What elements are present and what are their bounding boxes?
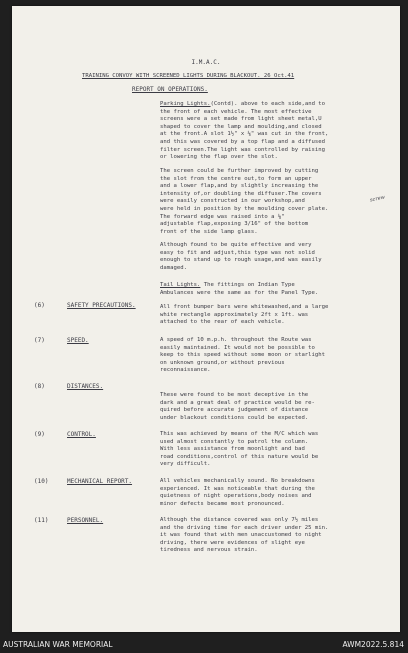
paragraph-line: easily maintained. It would not be possible to — [160, 344, 315, 351]
paragraph-line: experienced. It was noticeable that during the — [160, 485, 315, 492]
paragraph-line: The screen could be further improved by cutting — [160, 168, 319, 174]
archive-footer — [0, 637, 408, 653]
tail-lights-heading: Tail Lights. — [160, 282, 201, 288]
paragraph-line: front of the side lamp glass. — [160, 228, 258, 235]
paragraph-line: and a lower flap,and by slightly increasing the — [160, 183, 319, 190]
paragraph-line: very difficult. — [160, 461, 211, 468]
paragraph-line: road conditions,control of this nature would be — [160, 453, 319, 460]
section-number: (9) — [34, 431, 45, 438]
section-heading: DISTANCES. — [67, 383, 104, 390]
parking-lights-heading: Parking Lights. — [160, 101, 211, 107]
paragraph-line: used almost constantly to patrol the column. — [160, 438, 309, 445]
paragraph-line: adjustable flap,exposing 3/16" of the bottom — [160, 221, 309, 228]
section-number: (8) — [34, 383, 45, 390]
paragraph-line: it was found that with men unaccustomed to night — [160, 532, 322, 539]
paragraph-line: The fittings on Indian Type — [200, 282, 295, 288]
paragraph-line: under blackout conditions could be expected. — [160, 414, 309, 421]
tail-lights-paragraph — [160, 282, 318, 297]
paragraph-line: Although the distance covered was only 7½ miles — [160, 517, 319, 523]
paragraph-line: were held in position by the moulding cover plate. — [160, 205, 329, 212]
paragraph-line: This was achieved by means of the M/C which was — [160, 431, 319, 437]
section-number: (11) — [34, 517, 49, 524]
document-title: TRAINING CONVOY WITH SCREENED LIGHTS DURING BLACKOUT. 26 Oct.41 — [82, 73, 295, 79]
document-page — [12, 6, 400, 632]
paragraph-line: the front of each vehicle. The most effective — [160, 108, 312, 115]
paragraph-line: keep to this speed without some moon or starlight — [160, 352, 326, 359]
paragraph-line: at the front.A slot 1½" x ⅛" was cut in the front, — [160, 131, 329, 138]
paragraph-line: All front bumper bars were whitewashed,and a large — [160, 304, 329, 310]
section-body — [160, 478, 315, 508]
screen-paragraph — [160, 168, 328, 236]
paragraph-line: minor defects became most pronounced. — [160, 500, 285, 507]
paragraph-line: were easily constructed in our workshop,and — [160, 198, 305, 205]
section-body — [160, 517, 328, 555]
paragraph-line: Although found to be quite effective and very — [160, 242, 312, 248]
section-number: (7) — [34, 337, 45, 344]
paragraph-line: enough to stand up to rough usage,and was easily — [160, 257, 322, 264]
handwritten-insert: screw — [369, 194, 386, 204]
effectiveness-paragraph — [160, 242, 322, 272]
paragraph-line: tiredness and nervous strain. — [160, 547, 258, 554]
paragraph-line: dark and a great deal of practice would be re- — [160, 399, 315, 406]
paragraph-line: damaged. — [160, 264, 187, 271]
paragraph-line: shaped to cover the lamp and moulding,and closed — [160, 123, 322, 130]
paragraph-line: attached to the rear of each vehicle. — [160, 319, 285, 326]
section-heading: SAFETY PRECAUTIONS. — [67, 302, 136, 309]
paragraph-line: screens were a set made from light sheet metal,U — [160, 116, 322, 123]
section-heading: PERSONNEL. — [67, 517, 104, 524]
paragraph-line: reconnaissance. — [160, 367, 211, 374]
paragraph-line: All vehicles mechanically sound. No breakdowns — [160, 478, 315, 484]
paragraph-line: and the driving time for each driver under 25 min. — [160, 524, 329, 531]
section-body — [160, 337, 325, 375]
paragraph-line: The forward edge was raised into a ⅛" — [160, 213, 285, 220]
paragraph-line: and this was covered by a top flap and a diffused — [160, 138, 326, 145]
section-heading: SPEED. — [67, 337, 89, 344]
section-heading: MECHANICAL REPORT. — [67, 478, 133, 485]
paragraph-line: (Contd). above to each side,and to — [210, 101, 326, 107]
paragraph-line: on unknown ground,or without previous — [160, 359, 285, 366]
paragraph-line: intensity of,or doubling the diffuser.The covers — [160, 190, 322, 197]
section-body — [160, 304, 328, 327]
paragraph-line: quired before accurate judgement of distance — [160, 407, 309, 414]
paragraph-line: A speed of 10 m.p.h. throughout the Route was — [160, 337, 312, 343]
footer-source: AUSTRALIAN WAR MEMORIAL — [3, 640, 113, 649]
document-header: I.M.A.C. — [191, 59, 221, 66]
paragraph-line: or lowering the flap over the slot. — [160, 154, 278, 161]
parking-lights-paragraph — [160, 101, 328, 162]
section-number: (6) — [34, 302, 45, 309]
paragraph-line: quietness of night operations,body noises and — [160, 493, 312, 500]
paragraph-line: filter screen.The light was controlled by raising — [160, 146, 326, 153]
paragraph-line: white rectangle approximately 2ft x 1ft. was — [160, 311, 309, 318]
paragraph-line: Ambulances were the same as for the Panel Type. — [160, 289, 319, 296]
footer-accession-number: AWM2022.5.814 — [342, 640, 404, 649]
paragraph-line: easy to fit and adjust,this type was not solid — [160, 249, 315, 256]
section-body — [160, 392, 315, 422]
report-subtitle: REPORT ON OPERATIONS. — [132, 86, 208, 93]
paragraph-line: the slot from the centre out,to form an upper — [160, 175, 312, 182]
section-number: (10) — [34, 478, 49, 485]
paragraph-line: driving, there were evidences of slight eye — [160, 539, 305, 546]
section-heading: CONTROL. — [67, 431, 96, 438]
paragraph-line: These were found to be most deceptive in the — [160, 392, 309, 398]
section-body — [160, 431, 318, 469]
paragraph-line: With less assistance from moonlight and bad — [160, 446, 305, 453]
